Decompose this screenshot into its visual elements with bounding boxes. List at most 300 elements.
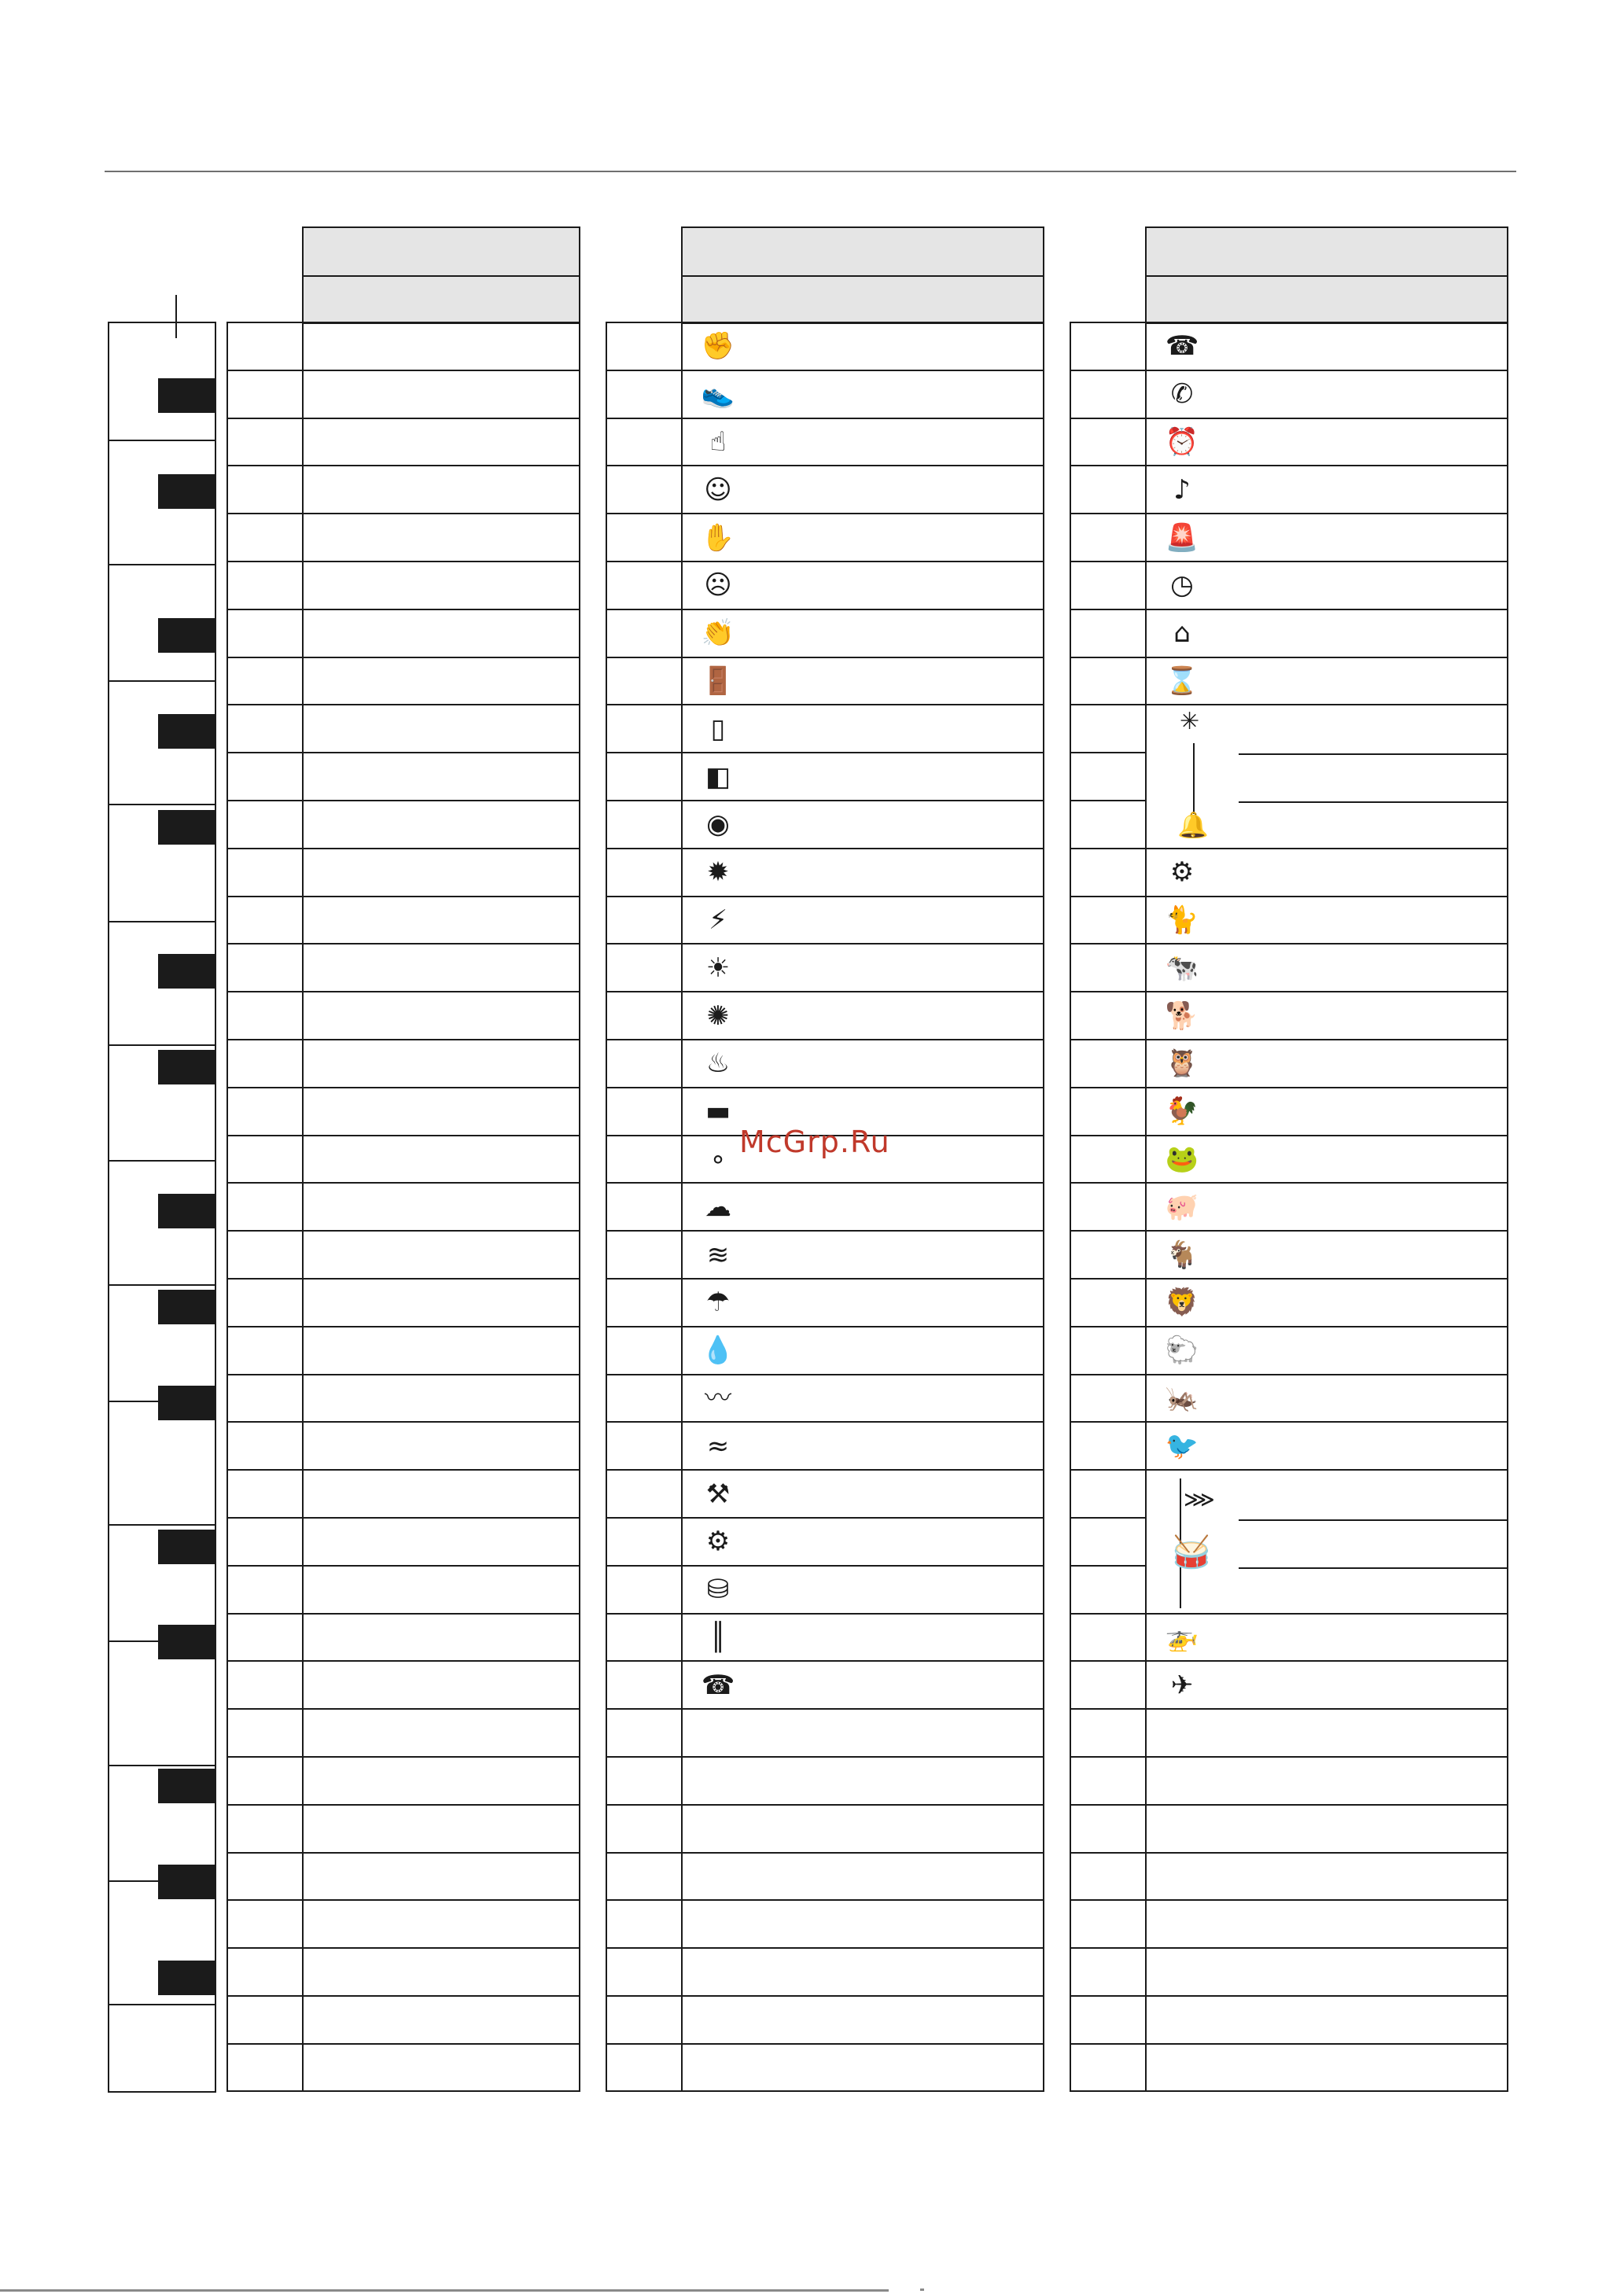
row-number-cell [1070,609,1146,657]
row-number-cell [227,514,303,562]
black-key [158,1625,215,1659]
row-number-cell [227,2044,303,2092]
table-row [606,1709,1044,1757]
row-description-cell [303,322,580,370]
scream-icon: ☹ [704,569,732,602]
row-description-cell [1146,1040,1508,1088]
table-row [1070,562,1508,609]
table-row [227,801,580,849]
row-number-cell [1070,2044,1146,2092]
row-number-cell [1070,657,1146,705]
row-description-cell [682,1183,1044,1231]
table-row [1070,1757,1508,1805]
row-description-cell [682,1709,1044,1757]
table-row [227,705,580,753]
row-description-cell [303,466,580,514]
table-row [606,801,1044,849]
row-number-cell [227,1279,303,1327]
row-description-cell [1146,1422,1508,1470]
table-row [1070,322,1508,370]
row-number-cell [227,944,303,992]
row-description-cell [682,562,1044,609]
table-row [227,1136,580,1184]
row-number-cell [1070,1709,1146,1757]
row-number-cell [1070,322,1146,370]
row-description-cell [1146,322,1508,370]
row-description-cell [682,1661,1044,1709]
header-right-top [1145,226,1508,277]
drum-kit-stick-icon: ⋙ [1184,1486,1215,1512]
row-number-cell [606,1183,682,1231]
row-description-cell [303,609,580,657]
white-key-divider [109,1524,215,1526]
thunder-cloud-icon: ☁ [705,1191,731,1223]
table-row [1070,1518,1508,1566]
table-right [1070,322,1508,2092]
door-chime-icon: ♪ [1173,473,1191,506]
row-description-cell [303,562,580,609]
row-number-cell [227,466,303,514]
header-middle-top [681,226,1044,277]
row-description-cell [1146,514,1508,562]
table-row [227,1566,580,1614]
alarm-clock-icon: ⏰ [1165,425,1199,458]
white-key-divider [109,921,215,922]
table-row [1070,370,1508,418]
table-row [227,1709,580,1757]
row-number-cell [606,1518,682,1566]
row-number-cell [606,657,682,705]
row-number-cell [227,1900,303,1948]
black-key [158,954,215,989]
row-number-cell [1070,1948,1146,1996]
table-row [227,1518,580,1566]
table-row [1070,1900,1508,1948]
row-number-cell [606,1853,682,1901]
row-description-cell [682,1470,1044,1518]
drum-kit-divider [1239,1567,1508,1569]
clap-icon: ✋ [701,521,735,554]
row-number-cell [227,657,303,705]
row-description-cell [303,1614,580,1662]
row-description-cell [1146,418,1508,466]
row-description-cell [303,1040,580,1088]
row-description-cell [1146,1279,1508,1327]
white-key-divider [109,440,215,441]
row-number-cell [1070,466,1146,514]
black-key [158,378,215,413]
table-row [227,1327,580,1375]
row-number-cell [1070,1518,1146,1566]
row-description-cell [1146,992,1508,1040]
row-number-cell [606,1470,682,1518]
table-row [606,1279,1044,1327]
row-number-cell [606,1614,682,1662]
black-key [158,810,215,845]
row-description-cell [303,1900,580,1948]
table-row [1070,992,1508,1040]
row-number-cell [606,514,682,562]
row-number-cell [606,2044,682,2092]
drum-kit-icon: 🥁 [1172,1534,1211,1570]
table-row [606,562,1044,609]
row-number-cell [606,1709,682,1757]
row-number-cell [227,370,303,418]
row-number-cell [1070,801,1146,849]
row-number-cell [227,1757,303,1805]
row-number-cell [227,1518,303,1566]
water-drop-icon: 💧 [701,1335,735,1367]
row-number-cell [1070,1231,1146,1279]
row-number-cell [1070,1088,1146,1136]
row-number-cell [606,370,682,418]
row-number-cell [227,1853,303,1901]
row-number-cell [606,1948,682,1996]
table-row [227,1900,580,1948]
white-key-divider [109,1044,215,1046]
table-row [227,1948,580,1996]
row-description-cell [303,801,580,849]
row-number-cell [606,322,682,370]
row-number-cell [1070,514,1146,562]
black-key [158,1290,215,1324]
row-number-cell [1070,562,1146,609]
row-number-cell [606,1375,682,1423]
row-description-cell [682,1279,1044,1327]
row-description-cell [303,1327,580,1375]
row-description-cell [303,1757,580,1805]
row-description-cell [1146,1996,1508,2044]
header-left-top [302,226,580,277]
white-key-divider [109,1284,215,1286]
black-key [158,714,215,749]
row-description-cell [1146,370,1508,418]
table-row [227,897,580,944]
table-row [606,370,1044,418]
row-description-cell [682,1757,1044,1805]
row-number-cell [606,1231,682,1279]
row-description-cell [1146,1375,1508,1423]
table-row [1070,944,1508,992]
row-number-cell [227,705,303,753]
rooster-icon: 🐓 [1165,1095,1199,1128]
row-number-cell [606,1661,682,1709]
saw-icon: ⚒ [705,1478,731,1510]
table-left [226,322,580,2092]
fireworks-icon: ✺ [706,1000,730,1032]
door-open-icon: ◧ [705,760,731,793]
header-middle-bottom [681,275,1044,324]
table-row [1070,1614,1508,1662]
row-number-cell [227,1566,303,1614]
row-number-cell [1070,705,1146,753]
header-right-bottom [1145,275,1508,324]
row-description-cell [682,657,1044,705]
row-number-cell [1070,992,1146,1040]
table-row [227,1805,580,1853]
table-row [606,1422,1044,1470]
row-number-cell [227,1470,303,1518]
table-row [227,1183,580,1231]
table-row [227,657,580,705]
lion-icon: 🦁 [1165,1287,1199,1319]
row-description-cell [682,753,1044,801]
row-description-cell [682,992,1044,1040]
clock-tick-icon: ◷ [1170,569,1194,602]
row-description-cell [1146,1088,1508,1136]
table-row [1070,897,1508,944]
siren-icon: 🚨 [1165,521,1199,554]
bubbles-icon: ∘ [709,1143,727,1175]
row-number-cell [606,944,682,992]
table-row [227,992,580,1040]
table-row [227,370,580,418]
table-row [606,1470,1044,1518]
row-description-cell [303,849,580,897]
row-number-cell [1070,1661,1146,1709]
row-number-cell [1070,1327,1146,1375]
old-phone-icon: ☎ [1165,330,1199,363]
black-key [158,1961,215,1995]
row-number-cell [1070,1183,1146,1231]
table-row [606,992,1044,1040]
row-number-cell [1070,1470,1146,1518]
table-row [1070,1853,1508,1901]
row-description-cell [1146,1614,1508,1662]
bell-tree-sparkle-icon: ✳ [1180,708,1200,735]
table-row [606,1040,1044,1088]
row-description-cell [303,514,580,562]
bell-tree-stem [1193,743,1195,814]
table-row [1070,1805,1508,1853]
row-number-cell [606,418,682,466]
watermark: McGrp.Ru [739,1125,890,1159]
table-row [606,1375,1044,1423]
footsteps-icon: 👟 [701,378,735,411]
row-number-cell [1070,1757,1146,1805]
black-key [158,1386,215,1420]
row-description-cell [1146,1136,1508,1184]
helicopter-icon: 🚁 [1165,1621,1199,1653]
row-description-cell [682,1805,1044,1853]
row-description-cell [1146,1948,1508,1996]
table-row [227,1470,580,1518]
grandfather-clock-icon: ⌛ [1165,665,1199,697]
table-row [606,1614,1044,1662]
table-row [1070,1327,1508,1375]
bell-tree-bell-icon: 🔔 [1177,810,1209,840]
row-number-cell [1070,849,1146,897]
table-row [606,944,1044,992]
row-description-cell [682,1040,1044,1088]
table-row [1070,1183,1508,1231]
row-number-cell [227,1709,303,1757]
row-description-cell [303,753,580,801]
row-description-cell [682,1948,1044,1996]
table-row [227,562,580,609]
cuckoo-clock-icon: ⌂ [1173,617,1191,650]
gun-icon: ▬ [705,1095,731,1128]
black-key [158,1050,215,1084]
row-number-cell [1070,1375,1146,1423]
table-row [606,1566,1044,1614]
row-number-cell [1070,370,1146,418]
row-description-cell [303,2044,580,2092]
row-number-cell [227,1422,303,1470]
bell-tree-divider [1239,801,1508,803]
piano-keyboard [108,322,216,2093]
table-row [606,1327,1044,1375]
white-key-divider [109,2004,215,2005]
row-description-cell [682,1518,1044,1566]
row-description-cell [303,1422,580,1470]
white-key-divider [109,1160,215,1162]
row-number-cell [606,1900,682,1948]
row-description-cell [303,1661,580,1709]
row-description-cell [303,897,580,944]
row-number-cell [606,1566,682,1614]
table-row [1070,1422,1508,1470]
spray-icon: ♨ [705,1048,731,1080]
row-number-cell [606,1040,682,1088]
table-row [1070,657,1508,705]
row-description-cell [682,1900,1044,1948]
row-number-cell [606,753,682,801]
row-description-cell [303,1183,580,1231]
table-row [227,2044,580,2092]
table-row [606,322,1044,370]
row-description-cell [1146,753,1508,801]
explosion-icon: ☀ [705,952,731,984]
table-row [1070,466,1508,514]
table-row [227,1853,580,1901]
row-number-cell [227,801,303,849]
table-row [1070,1375,1508,1423]
can-icon: ⛁ [706,1574,730,1606]
row-description-cell [1146,1757,1508,1805]
row-description-cell [303,1279,580,1327]
row-description-cell [682,609,1044,657]
table-row [606,609,1044,657]
row-description-cell [682,466,1044,514]
row-description-cell [1146,1709,1508,1757]
table-row [1070,418,1508,466]
row-description-cell [682,370,1044,418]
row-description-cell [682,322,1044,370]
row-description-cell [1146,562,1508,609]
table-row [1070,1709,1508,1757]
table-row [227,322,580,370]
row-description-cell [682,1231,1044,1279]
black-key [158,1194,215,1228]
table-row [606,1948,1044,1996]
row-description-cell [303,992,580,1040]
table-row [606,1900,1044,1948]
row-number-cell [606,1088,682,1136]
row-number-cell [1070,1566,1146,1614]
table-row [1070,1136,1508,1184]
table-row [1070,1996,1508,2044]
row-number-cell [1070,1040,1146,1088]
table-row [1070,609,1508,657]
row-number-cell [227,1375,303,1423]
table-row [606,1183,1044,1231]
row-number-cell [227,1661,303,1709]
owl-icon: 🦉 [1165,1048,1199,1080]
table-row [606,849,1044,897]
table-row [1070,514,1508,562]
table-middle [606,322,1044,2092]
lightning-crash-icon: ⚡ [709,904,727,936]
table-row [1070,2044,1508,2092]
row-number-cell [606,1757,682,1805]
row-number-cell [1070,1900,1146,1948]
row-number-cell [1070,944,1146,992]
row-description-cell [303,1518,580,1566]
sheep-icon: 🐑 [1165,1335,1199,1367]
row-description-cell [682,1996,1044,2044]
row-description-cell [1146,897,1508,944]
table-row [227,1279,580,1327]
row-number-cell [1070,1853,1146,1901]
row-number-cell [227,1231,303,1279]
row-description-cell [1146,944,1508,992]
row-number-cell [1070,418,1146,466]
row-number-cell [1070,753,1146,801]
row-description-cell [303,1853,580,1901]
row-description-cell [303,944,580,992]
row-number-cell [1070,1614,1146,1662]
table-row [227,609,580,657]
table-row [606,1231,1044,1279]
row-number-cell [1070,1422,1146,1470]
row-number-cell [227,1996,303,2044]
row-number-cell [606,562,682,609]
table-row [227,418,580,466]
row-description-cell [1146,1853,1508,1901]
bomb-icon: ✹ [706,856,730,889]
row-number-cell [227,753,303,801]
row-number-cell [227,849,303,897]
row-description-cell [303,1231,580,1279]
row-description-cell [303,1996,580,2044]
row-description-cell [303,1948,580,1996]
row-number-cell [1070,1279,1146,1327]
rain-icon: ☂ [705,1287,731,1319]
row-description-cell [682,897,1044,944]
row-description-cell [682,1853,1044,1901]
table-row [1070,1279,1508,1327]
table-row [227,1661,580,1709]
row-description-cell [682,705,1044,753]
row-description-cell [1146,1566,1508,1614]
pig-icon: 🐖 [1165,1191,1199,1223]
table-row [1070,849,1508,897]
bird-icon: 🐦 [1165,1430,1199,1462]
row-description-cell [1146,2044,1508,2092]
table-row [606,466,1044,514]
door-close-icon: ▯ [710,713,726,745]
table-row [1070,1040,1508,1088]
table-row [227,753,580,801]
row-number-cell [227,418,303,466]
row-number-cell [606,466,682,514]
row-number-cell [606,609,682,657]
row-number-cell [606,849,682,897]
row-description-cell [1146,1183,1508,1231]
row-description-cell [303,1088,580,1136]
table-row [1070,705,1508,753]
